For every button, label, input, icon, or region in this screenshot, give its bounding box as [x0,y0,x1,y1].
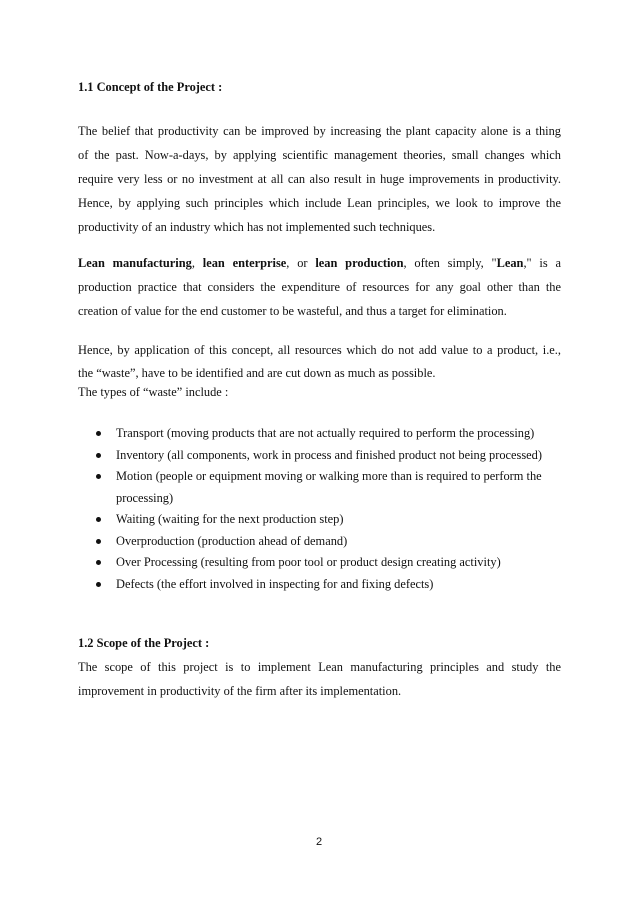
paragraph-productivity [78,119,561,239]
term-lean-manufacturing: Lean manufacturing [78,256,192,270]
text-line: productivity of an industry which has not implemented such techniques. [78,220,436,234]
list-item [78,466,561,509]
text-line: Hence, by applying such principles which include Lean principles, we look to improve the [78,196,561,210]
separator: , often simply, " [403,256,497,270]
separator: ," is a [523,256,562,270]
bullet-icon [96,453,101,458]
text-line [78,251,561,275]
list-item-text: Waiting (waiting for the next production step) [116,512,344,526]
section-heading-concept: 1.1 Concept of the Project : [78,80,223,94]
text-line: the “waste”, have to be identified and are cut down as much as possible. [78,366,436,380]
text-line: Hence, by application of this concept, all resources which do not add value to a product, i.e., [78,343,561,357]
bullet-icon [96,517,101,522]
text-line: require very less or no investment at all can also result in huge improvements in productivity. [78,172,561,186]
list-item-text: Inventory (all components, work in process and finished product not being processed) [116,447,542,462]
bullet-icon [96,582,101,587]
text-line: The scope of this project is to implement Lean manufacturing principles and study the [78,660,561,674]
text-line: The types of “waste” include : [78,385,229,399]
term-lean-production: lean production [315,256,404,270]
term-lean: Lean [496,256,524,270]
waste-types-list [78,423,561,595]
list-item [78,423,561,445]
text-line: improvement in productivity of the firm after its implementation. [78,684,402,698]
list-item-text: Transport (moving products that are not actually required to perform the processing) [116,426,535,440]
list-item-text: Over Processing (resulting from poor tool or product design creating activity) [116,555,501,569]
bullet-icon [96,431,101,436]
paragraph-waste [78,339,561,404]
list-item [78,552,561,574]
list-item [78,531,561,553]
bullet-icon [96,560,101,565]
list-item-text-continued: processing) [116,490,174,505]
paragraph-scope [78,655,561,703]
bullet-icon [96,539,101,544]
list-item [78,509,561,531]
list-item-text: Defects (the effort involved in inspecting for and fixing defects) [116,576,434,591]
text-line: of the past. Now-a-days, by applying scientific management theories, small changes which [78,148,561,162]
page-number: 2 [315,836,323,848]
text-line: production practice that considers the expenditure of resources for any goal other than the [78,280,561,294]
list-item [78,445,561,467]
list-item [78,574,561,596]
section-heading-scope: 1.2 Scope of the Project : [78,636,210,650]
list-item-text: Overproduction (production ahead of demand) [116,533,348,548]
text-line: The belief that productivity can be improved by increasing the plant capacity alone is a thing [78,124,561,138]
list-item-text: Motion (people or equipment moving or walking more than is required to perform the [116,469,542,483]
separator: , or [286,256,316,270]
term-lean-enterprise: lean enterprise [202,256,287,270]
paragraph-lean-definition [78,251,561,323]
text-line: creation of value for the end customer to be wasteful, and thus a target for elimination. [78,304,507,318]
bullet-icon [96,474,101,479]
separator: , [191,256,203,270]
